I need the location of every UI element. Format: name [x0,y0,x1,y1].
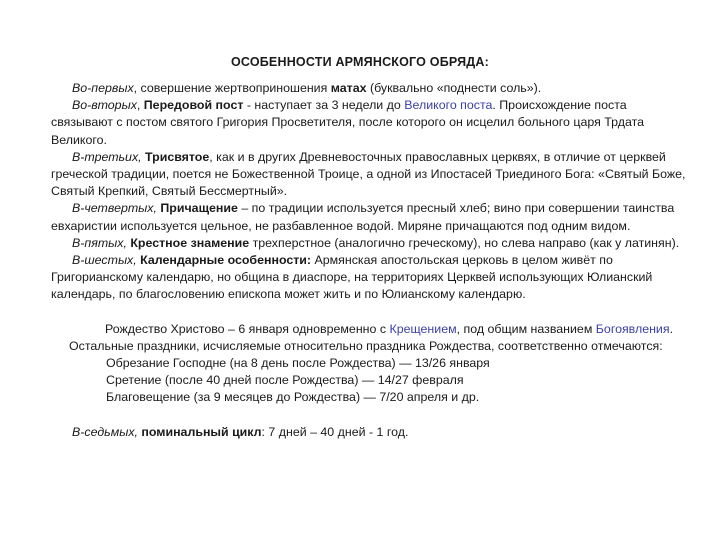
list-item: Сретение (после 40 дней после Рождества) — 14/27 февраля [106,373,464,388]
text: : 7 дней – 40 дней - 1 год. [261,424,409,439]
lead-seventh: В-седьмых, [72,424,138,439]
paragraph-christmas [51,321,691,355]
paragraph-fourth [51,200,691,234]
document-body [51,80,691,441]
paragraph-seventh [51,424,691,441]
lead-second: Во-вторых [72,98,137,113]
text: Рождество Христово – 6 января одновременно с [105,321,390,336]
paragraph-sixth [51,252,691,304]
term-forward-fast: Передовой пост [143,98,244,113]
text: . Происхождение поста связывают с постом святого Григория Просветителя, после которого он исцелил больного царя Трдата Великого. [51,98,644,147]
spacer [51,407,691,424]
text: , под общим названием [456,321,596,336]
spacer [51,304,691,321]
lead-first: Во-первых [72,81,134,95]
list-item: Благовещение (за 9 месяцев до Рождества) — 7/20 апреля и др. [106,390,480,405]
list-item: Обрезание Господне (на 8 день после Рождества) — 13/26 января [106,356,490,371]
lead-third: В-третьих, [72,149,142,164]
text: - наступает за 3 недели до [243,98,405,113]
term-calendar: Календарные особенности: [140,253,312,268]
text: , [136,98,144,113]
term-memorial-cycle: поминальный цикл [141,424,262,439]
lead-fifth: В-пятых, [72,235,127,250]
page-title: ОСОБЕННОСТИ АРМЯНСКОГО ОБРЯДА: [230,55,489,69]
link-great-lent[interactable]: Великого поста [404,98,493,113]
term-communion: Причащение [160,201,238,216]
lead-sixth: В-шестых, [72,253,137,268]
paragraph-fifth [51,235,691,252]
text: . Остальные праздники, исчисляемые относительно праздника Рождества, соответственно отмечаются: [69,321,674,353]
paragraph-third [51,149,691,201]
holiday-list [51,355,691,407]
link-epiphany[interactable]: Богоявления [595,321,670,336]
lead-fourth: В-четвертых, [72,201,157,216]
link-baptism[interactable]: Крещением [389,321,457,336]
text: трехперстное (аналогично греческому), но слева направо (как у латинян). [249,235,680,250]
paragraph-second [51,97,691,149]
term-sign-of-cross: Крестное знамение [130,235,250,250]
term-trisagion: Трисвятое [145,149,210,164]
paragraph-first [51,80,691,97]
text: – по традиции используется пресный хлеб; вино при совершении таинства евхаристии используется цельное, не разбавленное водой. Миряне причащаются под одним видом. [51,201,675,233]
text: Армянская апостольская церковь в целом живёт по Григорианскому календарю, но община в диаспоре, на территориях Церквей использующих Юлианский календарь, по благословению епископа может жить и по Юлианскому календарю. [51,253,653,302]
text: , совершение жертвоприношения [133,81,331,95]
term-matah: матах [330,81,367,95]
text: , как и в других Древневосточных православных церквях, в отличие от церквей греческой традиции, поется не Божественной Троице, а одной из Ипостасей Триединого Бога: «Святый Боже, Святый Крепкий, Святый Бессмертный». [51,149,686,199]
text: (буквально «поднести соль»). [366,81,542,95]
